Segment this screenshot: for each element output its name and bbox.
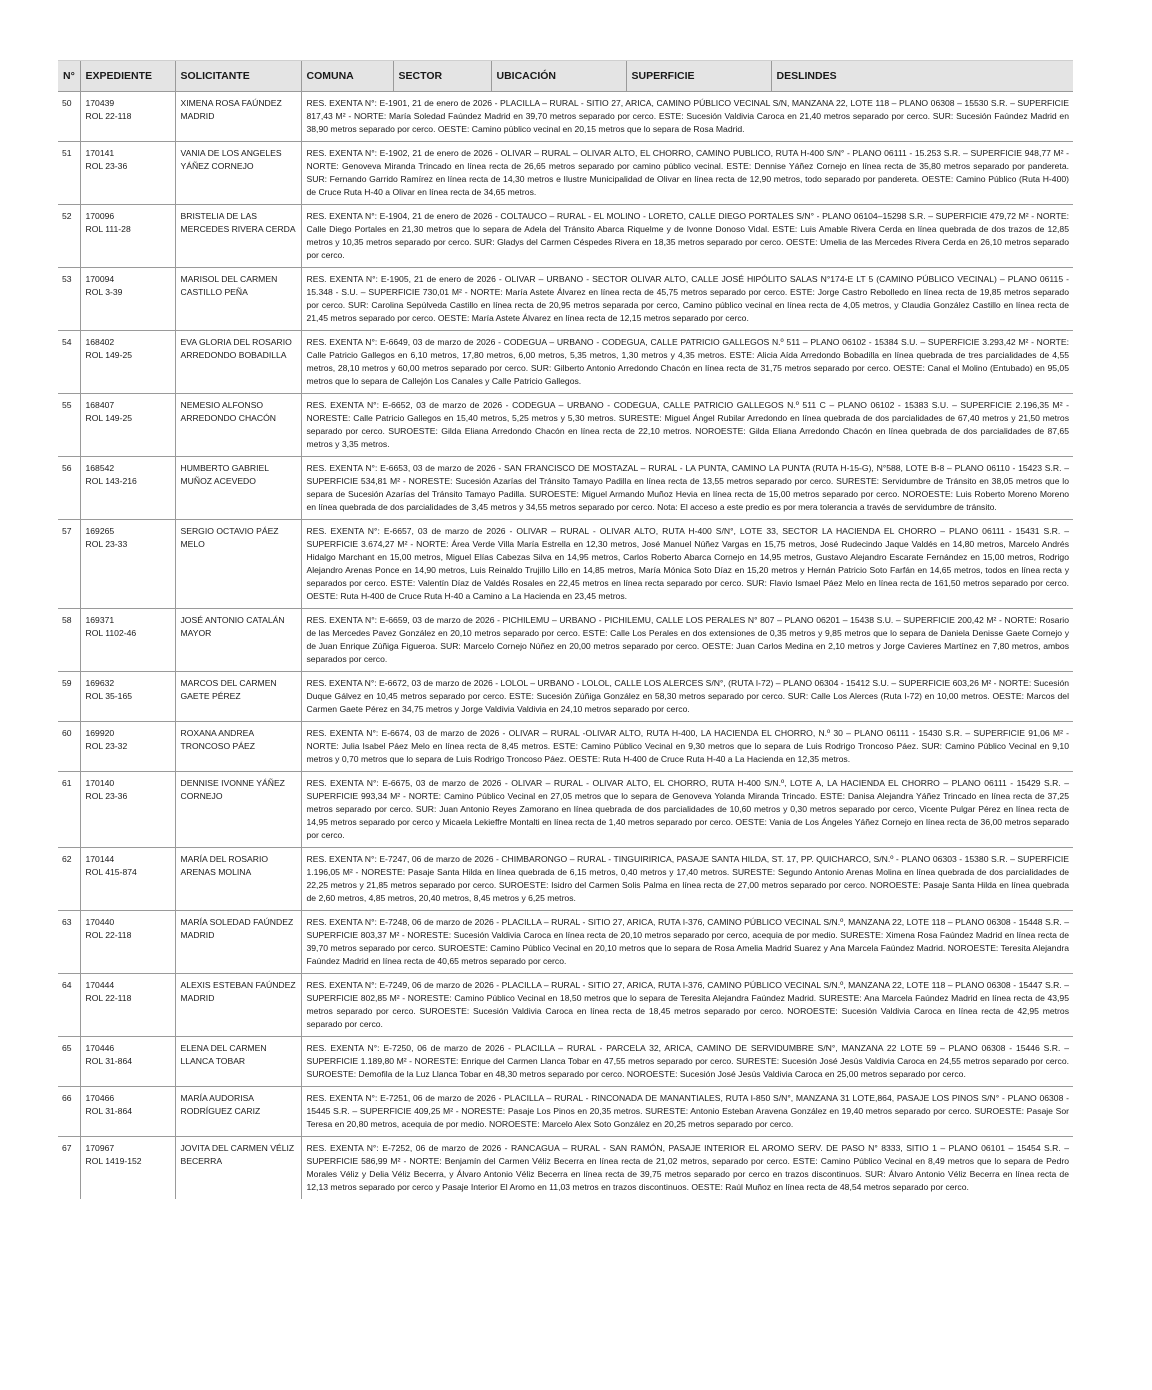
- rol-number: ROL 143-216: [85, 476, 137, 486]
- row-description: RES. EXENTA N°: E-7252, 06 de marzo de 2026 - RANCAGUA – RURAL - SAN RAMÓN, PASAJE INTERIOR EL AROMO SERV. DE PASO N° 8333, SITIO 1 – PLANO 06101 – 15454 S.R. – SUPERFICIE 586,99 M² - NORTE: Benjamín del Carmen Véliz Becerra en línea recta de 21,02 metros, separado por cerco. ESTE: Camino Público Vecinal en 8,49 metros que lo separa de Pedro Morales Véliz y Delia Véliz Becerra, y Álvaro Antonio Véliz Becerra en línea recta de 39,75 metros separado por cerco en trazos discontinuos. SUR: Álvaro Antonio Véliz Becerra en línea recta de 12,13 metros separado por cerco y Pasaje Interior El Aromo en 11,03 metros en trazos discontinuos. OESTE: Raúl Muñoz en línea recta de 48,54 metros separado por cerco.: [301, 1137, 1073, 1200]
- rol-number: ROL 111-28: [85, 224, 131, 234]
- row-description: RES. EXENTA N°: E-1902, 21 de enero de 2026 - OLIVAR – RURAL – OLIVAR ALTO, EL CHORRO, CAMINO PUBLICO, RUTA H-400 S/N° - PLANO 06111 - 15.253 S.R. – SUPERFICIE 948,77 M² - NORTE: Genoveva Miranda Trincado en línea recta de 26,65 metros separado por camino público vecinal. ESTE: Dennise Yáñez Cornejo en línea recta de 35,80 metros separado por pandereta. SUR: Fernando Garrido Ramírez en línea recta de 14,30 metros e Ilustre Municipalidad de Olivar en línea recta de 12,90 metros, todo separado por pandereta. OESTE: Camino Público (Ruta H-400) de Cruce Ruta H-40 a Olivar en línea recta de 34,65 metros.: [301, 142, 1073, 205]
- row-expediente: [80, 609, 175, 672]
- row-solicitante: NEMESIO ALFONSO ARREDONDO CHACÓN: [175, 394, 301, 457]
- row-number: 65: [58, 1037, 80, 1087]
- row-expediente: [80, 142, 175, 205]
- row-description: RES. EXENTA N°: E-1905, 21 de enero de 2026 - OLIVAR – URBANO - SECTOR OLIVAR ALTO, CALLE JOSÉ HIPÓLITO SALAS N°174-E LT 5 (CAMINO PÚBLICO VECINAL) – PLANO 06115 - 15.348 - S.U. – SUPERFICIE 730,01 M² - NORTE: María Astete Álvarez en línea recta de 45,75 metros separado por cerco. ESTE: Jorge Castro Rebolledo en línea recta de 19,85 metros separado por cerco. SUR: Carolina Sepúlveda Castillo en línea recta de 20,95 metros separada por cerco, Camino público vecinal en línea recta de 4,05 metros, y Claudia González Castillo en línea recta de 21,45 metros separado por cerco. OESTE: María Astete Álvarez en línea recta de 12,15 metros separado por cerco.: [301, 268, 1073, 331]
- row-solicitante: MARCOS DEL CARMEN GAETE PÉREZ: [175, 672, 301, 722]
- table-row: [58, 92, 1073, 142]
- row-solicitante: VANIA DE LOS ANGELES YÁÑEZ CORNEJO: [175, 142, 301, 205]
- rol-number: ROL 415-874: [85, 867, 137, 877]
- row-solicitante: MARISOL DEL CARMEN CASTILLO PEÑA: [175, 268, 301, 331]
- row-solicitante: ELENA DEL CARMEN LLANCA TOBAR: [175, 1037, 301, 1087]
- deslindes-table: [58, 60, 1073, 1199]
- expediente-number: 170440: [85, 917, 115, 927]
- row-description: RES. EXENTA N°: E-7250, 06 de marzo de 2026 - PLACILLA – RURAL - PARCELA 32, ARICA, CAMINO DE SERVIDUMBRE S/N°, MANZANA 22 LOTE 59 – PLANO 06308 - 15446 S.R. – SUPERFICIE 1.189,80 M² - NORESTE: Enrique del Carmen Llanca Tobar en 47,55 metros separado por cerco. SURESTE: Sucesión José Jesús Valdivia Caroca en 24,55 metros separado por cerco. SUROESTE: Demofila de la Luz Llanca Tobar en 48,30 metros separado por cerco. NOROESTE: Sucesión José Jesús Valdivia Caroca en 25,00 metros separado por cerco.: [301, 1037, 1073, 1087]
- rol-number: ROL 22-118: [85, 930, 132, 940]
- table-row: [58, 672, 1073, 722]
- row-expediente: [80, 772, 175, 848]
- expediente-number: 168402: [85, 337, 115, 347]
- table-row: [58, 520, 1073, 609]
- row-number: 50: [58, 92, 80, 142]
- row-number: 53: [58, 268, 80, 331]
- row-number: 59: [58, 672, 80, 722]
- expediente-number: 170446: [85, 1043, 115, 1053]
- row-number: 61: [58, 772, 80, 848]
- row-expediente: [80, 911, 175, 974]
- row-number: 52: [58, 205, 80, 268]
- row-description: RES. EXENTA N°: E-7251, 06 de marzo de 2026 - PLACILLA – RURAL - RINCONADA DE MANANTIALES, RUTA I-850 S/N°, MANZANA 31 LOTE,864, PASAJE LOS PINOS S/N° - PLANO 06308 - 15445 S.R. – SUPERFICIE 409,25 M² - NORESTE: Pasaje Los Pinos en 20,35 metros. SURESTE: Antonio Esteban Aravena González en 19,40 metros separado por cerco. SUROESTE: Pasaje Sor Teresa en 20,80 metros, acequia de por medio. NOROESTE: Marcelo Alex Soto González en 20,25 metros separado por cerco.: [301, 1087, 1073, 1137]
- rol-number: ROL 3-39: [85, 287, 123, 297]
- expediente-number: 168542: [85, 463, 115, 473]
- row-number: 56: [58, 457, 80, 520]
- table-row: [58, 609, 1073, 672]
- expediente-number: 170141: [85, 148, 115, 158]
- row-expediente: [80, 1037, 175, 1087]
- row-number: 67: [62, 1143, 72, 1153]
- table-row: [58, 268, 1073, 331]
- rol-number: ROL 23-36: [85, 161, 128, 171]
- rol-number: ROL 149-25: [85, 413, 132, 423]
- row-solicitante: HUMBERTO GABRIEL MUÑOZ ACEVEDO: [175, 457, 301, 520]
- header-comuna: COMUNA: [301, 61, 393, 92]
- row-expediente: [80, 268, 175, 331]
- row-solicitante: JOVITA DEL CARMEN VÉLIZ BECERRA: [175, 1137, 301, 1200]
- row-solicitante: JOSÉ ANTONIO CATALÁN MAYOR: [175, 609, 301, 672]
- table-row: [58, 457, 1073, 520]
- row-solicitante: BRISTELIA DE LAS MERCEDES RIVERA CERDA: [175, 205, 301, 268]
- expediente-number: 170466: [85, 1093, 115, 1103]
- row-number: 66: [58, 1087, 80, 1137]
- row-number: 64: [58, 974, 80, 1037]
- row-expediente: [80, 457, 175, 520]
- header-expediente: EXPEDIENTE: [80, 61, 175, 92]
- row-solicitante: ALEXIS ESTEBAN FAÚNDEZ MADRID: [175, 974, 301, 1037]
- row-number: 51: [58, 142, 80, 205]
- row-solicitante: DENNISE IVONNE YÁÑEZ CORNEJO: [175, 772, 301, 848]
- table-row: [58, 1087, 1073, 1137]
- rol-number: ROL 23-33: [85, 539, 128, 549]
- rol-number: ROL 31-864: [85, 1106, 132, 1116]
- expediente-number: 169632: [85, 678, 115, 688]
- table-row: [58, 331, 1073, 394]
- table-row: [58, 205, 1073, 268]
- row-description: RES. EXENTA N°: E-6675, 03 de marzo de 2026 - OLIVAR – RURAL - OLIVAR ALTO, EL CHORRO, RUTA H-400 S/N.º, LOTE A, LA HACIENDA EL CHORRO – PLANO 06111 - 15429 S.R. – SUPERFICIE 993,34 M² - NORTE: Camino Público Vecinal en 27,05 metros que lo separa de Genoveva Yolanda Miranda Trincado. ESTE: Danisa Alejandra Yáñez Trincado en línea recta de 37,25 metros separado por cerco. SUR: Juan Antonio Reyes Zamorano en línea quebrada de dos parcialidades de 10,60 metros y 0,30 metros separado por cerco, Vicente Pulgar Pérez en línea recta de 14,95 metros separado por cerco y Micaela Lekieffre Montalti en línea recta de 1,40 metros separado por cerco. OESTE: Vania de Los Ángeles Yáñez Cornejo en línea recta de 36,00 metros separado por cerco.: [301, 772, 1073, 848]
- row-expediente: [80, 1087, 175, 1137]
- rol-number: ROL 35-165: [85, 691, 132, 701]
- row-expediente: [80, 722, 175, 772]
- row-expediente: [80, 92, 175, 142]
- row-description: RES. EXENTA N°: E-1904, 21 de enero de 2026 - COLTAUCO – RURAL - EL MOLINO - LORETO, CALLE DIEGO PORTALES S/N° - PLANO 06104–15298 S.R. – SUPERFICIE 479,72 M² - NORTE: Calle Diego Portales en 21,30 metros que lo separa de Adela del Tránsito Abarca Riquelme y de Ivonne Donoso Vidal. ESTE: Luis Amable Rivera Cerda en línea quebrada de dos trazos de 12,85 metros y 10,35 metros separado por cerco. SUR: Gladys del Carmen Céspedes Rivera en 18,35 metros separado por cerco. OESTE: Umelia de las Mercedes Rivera Cerda en 26,10 metros separado por cerco.: [301, 205, 1073, 268]
- row-description: RES. EXENTA N°: E-6652, 03 de marzo de 2026 - CODEGUA – URBANO - CODEGUA, CALLE PATRICIO GALLEGOS N.º 511 C – PLANO 06102 - 15383 S.U. – SUPERFICIE 2.196,35 M² - NORESTE: Calle Patricio Gallegos en 15,40 metros, 5,25 metros y 5,30 metros. SURESTE: Miguel Ángel Rubilar Arredondo en línea quebrada de dos parcialidades de 67,40 metros y 21,50 metros separado por cerco. SUROESTE: Gilda Eliana Arredondo Chacón en línea recta de 22,10 metros. NOROESTE: Gilda Eliana Arredondo Chacón en línea quebrada de dos parcialidades de 87,65 metros y 3,35 metros.: [301, 394, 1073, 457]
- expediente-number: 170439: [85, 98, 115, 108]
- row-expediente: [80, 205, 175, 268]
- rol-number: ROL 1419-152: [85, 1156, 142, 1166]
- expediente-number: 170140: [85, 778, 115, 788]
- row-number: 63: [58, 911, 80, 974]
- rol-number: ROL 31-864: [85, 1056, 132, 1066]
- row-number: 54: [58, 331, 80, 394]
- row-number: 60: [58, 722, 80, 772]
- header-superficie: SUPERFICIE: [626, 61, 771, 92]
- row-number: 62: [58, 848, 80, 911]
- row-expediente: [80, 394, 175, 457]
- expediente-number: 170096: [85, 211, 115, 221]
- row-expediente: [80, 848, 175, 911]
- row-expediente: [80, 520, 175, 609]
- row-expediente: [80, 974, 175, 1037]
- row-solicitante: MARÍA SOLEDAD FAÚNDEZ MADRID: [175, 911, 301, 974]
- expediente-number: 170144: [85, 854, 115, 864]
- table-row: [58, 722, 1073, 772]
- rol-number: ROL 23-36: [85, 791, 128, 801]
- row-number: 58: [58, 609, 80, 672]
- row-number: 57: [58, 520, 80, 609]
- row-solicitante: MARÍA AUDORISA RODRÍGUEZ CARIZ: [175, 1087, 301, 1137]
- row-description: RES. EXENTA N°: E-6653, 03 de marzo de 2026 - SAN FRANCISCO DE MOSTAZAL – RURAL - LA PUNTA, CAMINO LA PUNTA (RUTA H-15-G), N°588, LOTE B-8 – PLANO 06110 - 15423 S.R. – SUPERFICIE 534,81 M² - NORESTE: Sucesión Azarías del Tránsito Tamayo Padilla en línea recta de 13,55 metros separado por cerco. SURESTE: Servidumbre de Tránsito en 38,05 metros que lo separa de Sucesión Azarías del Tránsito Tamayo Padilla. SUROESTE: Miguel Armando Muñoz Hevia en línea recta de 15,00 metros separado por cerco. NOROESTE: Luis Roberto Moreno Moreno en línea quebrada de dos parcialidades de 3,45 metros y 34,55 metros separado por cerco. Nota: El acceso a este predio es por mera tolerancia a través de servidumbre de tránsito.: [301, 457, 1073, 520]
- row-description: RES. EXENTA N°: E-6674, 03 de marzo de 2026 - OLIVAR – RURAL -OLIVAR ALTO, RUTA H-400, LA HACIENDA EL CHORRO, N.º 30 – PLANO 06111 - 15430 S.R. – SUPERFICIE 91,06 M² - NORTE: Julia Isabel Páez Melo en línea recta de 8,45 metros. ESTE: Camino Público Vecinal en 9,30 metros que lo separa de Luis Rodrigo Troncoso Páez. SUR: Camino Público Vecinal en 9,10 metros y 0,70 metros que lo separa de Luis Rodrigo Troncoso Páez. OESTE: Ruta H-400 de Cruce Ruta H-40 a La Hacienda en 12,35 metros.: [301, 722, 1073, 772]
- row-description: RES. EXENTA N°: E-6672, 03 de marzo de 2026 - LOLOL – URBANO - LOLOL, CALLE LOS ALERCES S/N°, (RUTA I-72) – PLANO 06304 - 15412 S.U. – SUPERFICIE 603,26 M² - NORTE: Sucesión Duque Gálvez en 10,45 metros separado por cerco. ESTE: Sucesión Zúñiga González en 58,30 metros separado por cerco. SUR: Calle Los Alerces (Ruta I-72) en 10,00 metros. OESTE: Marcos del Carmen Gaete Pérez en 34,75 metros y Jorge Valdivia Valdivia en 24,10 metros separado por cerco.: [301, 672, 1073, 722]
- row-solicitante: EVA GLORIA DEL ROSARIO ARREDONDO BOBADILLA: [175, 331, 301, 394]
- expediente-number: 170967: [85, 1143, 115, 1153]
- expediente-number: 168407: [85, 400, 115, 410]
- header-ubicacion: UBICACIÓN: [491, 61, 626, 92]
- row-description: RES. EXENTA N°: E-6659, 03 de marzo de 2026 - PICHILEMU – URBANO - PICHILEMU, CALLE LOS PERALES N° 807 – PLANO 06201 – 15438 S.U. – SUPERFICIE 200,42 M² - NORTE: Rosario de las Mercedes Pavez González en 20,10 metros separado por cerco. ESTE: Calle Los Perales en dos extensiones de 0,35 metros y 9,85 metros que lo separa de Daniela Denisse Gaete Cornejo y de Juan Enrique Zúñiga Figueroa. SUR: Marcelo Cornejo Núñez en 20,00 metros separado por cerco. OESTE: Juan Carlos Medina en 2,10 metros y Jorge Cavieres Martínez en 7,80 metros, ambos separados por cerco.: [301, 609, 1073, 672]
- table-row: [58, 772, 1073, 848]
- header-deslindes: DESLINDES: [771, 61, 1073, 92]
- row-solicitante: MARÍA DEL ROSARIO ARENAS MOLINA: [175, 848, 301, 911]
- row-expediente: [80, 672, 175, 722]
- row-number: 55: [58, 394, 80, 457]
- row-description: RES. EXENTA N°: E-7249, 06 de marzo de 2026 - PLACILLA – RURAL - SITIO 27, ARICA, RUTA I-376, CAMINO PÚBLICO VECINAL S/N.º, MANZANA 22, LOTE 118 – PLANO 06308 - 15447 S.R. – SUPERFICIE 802,85 M² - NORESTE: Camino Público Vecinal en 18,50 metros que lo separa de Teresita Alejandra Faúndez Madrid. SURESTE: Ana Marcela Faúndez Madrid en línea recta de 43,95 metros separado por cerco. SUROESTE: Sucesión Valdivia Caroca en línea recta de 18,45 metros separado por cerco. NOROESTE: Sucesión Valdivia Caroca en línea recta de 42,95 metros separado por cerco.: [301, 974, 1073, 1037]
- row-description: RES. EXENTA N°: E-7248, 06 de marzo de 2026 - PLACILLA – RURAL - SITIO 27, ARICA, RUTA I-376, CAMINO PÚBLICO VECINAL S/N.º, MANZANA 22, LOTE 118 – PLANO 06308 - 15448 S.R. – SUPERFICIE 803,37 M² - NORESTE: Sucesión Valdivia Caroca en línea recta de 20,10 metros separado por cerco, acequia de por medio. SURESTE: Ximena Rosa Faúndez Madrid en línea recta de 39,70 metros separado por cerco. SUROESTE: Camino Público Vecinal en 20,10 metros que lo separa de Rosa Amelia Madrid Suarez y Ana Marcela Faúndez Madrid. NOROESTE: Teresita Alejandra Faúndez Madrid en línea recta de 40,65 metros separado por cerco.: [301, 911, 1073, 974]
- table-row: [58, 911, 1073, 974]
- header-solicitante: SOLICITANTE: [175, 61, 301, 92]
- row-description: RES. EXENTA N°: E-1901, 21 de enero de 2026 - PLACILLA – RURAL - SITIO 27, ARICA, CAMINO PÚBLICO VECINAL S/N, MANZANA 22, LOTE 118 – PLANO 06308 – 15530 S.R. – SUPERFICIE 817,43 M² - NORTE: María Soledad Faúndez Madrid en 39,70 metros separado por cerco. ESTE: Sucesión Valdivia Caroca en 21,40 metros separado por cerco. SUR: Sucesión Faúndez Madrid en 38,90 metros separado por cerco. OESTE: Camino público vecinal en 20,15 metros que lo separa de Rosa Madrid.: [301, 92, 1073, 142]
- row-solicitante: XIMENA ROSA FAÚNDEZ MADRID: [175, 92, 301, 142]
- row-solicitante: SERGIO OCTAVIO PÁEZ MELO: [175, 520, 301, 609]
- table-body: [58, 92, 1073, 1200]
- rol-number: ROL 149-25: [85, 350, 132, 360]
- row-description: RES. EXENTA N°: E-6657, 03 de marzo de 2026 - OLIVAR – RURAL - OLIVAR ALTO, RUTA H-400 S/N°, LOTE 33, SECTOR LA HACIENDA EL CHORRO – PLANO 06111 - 15431 S.R. – SUPERFICIE 3.674,27 M² - NORTE: Área Verde Villa María Estrella en 12,30 metros, José Manuel Núñez Vargas en 15,75 metros, José Rudecindo Jaque Valdés en 14,80 metros, Marcelo Andrés Hidalgo Marchant en 15,00 metros, Miguel Elías Cabezas Silva en 14,95 metros, Carlos Roberto Abarca Cornejo en 14,95 metros, Gustavo Alejandro Escarate Fernández en 15,00 metros, Rodrigo Alejandro Arenas Ponce en 14,90 metros, Luis Reinaldo Trujillo Lillo en 14,85 metros, María Mónica Soto Díaz en 15,20 metros y Hernán Patricio Soto Farfán en 14,65 metros, todos en línea recta y separados por cerco. ESTE: Valentín Díaz de Valdés Rosales en 22,45 metros en línea recta separado por cerco. SUR: Flavio Ismael Páez Melo en línea recta de 161,50 metros separado por cerco. OESTE: Ruta H-400 de Cruce Ruta H-40 a Camino a La Hacienda en 23,45 metros.: [301, 520, 1073, 609]
- table-row: [58, 1037, 1073, 1087]
- table-row: [58, 848, 1073, 911]
- rol-number: ROL 22-118: [85, 993, 132, 1003]
- expediente-number: 170094: [85, 274, 115, 284]
- row-solicitante: ROXANA ANDREA TRONCOSO PÁEZ: [175, 722, 301, 772]
- table-row: [58, 974, 1073, 1037]
- rol-number: ROL 1102-46: [85, 628, 137, 638]
- table-row: [58, 394, 1073, 457]
- table-row: [58, 142, 1073, 205]
- expediente-number: 170444: [85, 980, 115, 990]
- row-expediente: [80, 1137, 175, 1200]
- table-header: [58, 61, 1073, 92]
- rol-number: ROL 23-32: [85, 741, 128, 751]
- row-description: RES. EXENTA N°: E-7247, 06 de marzo de 2026 - CHIMBARONGO – RURAL - TINGUIRIRICA, PASAJE SANTA HILDA, ST. 17, PP. QUICHARCO, S/N.º - PLANO 06303 - 15380 S.R. – SUPERFICIE 1.196,05 M² - NORESTE: Pasaje Santa Hilda en línea quebrada de 6,15 metros, 0,40 metros y 17,40 metros. SURESTE: Segundo Antonio Arenas Molina en línea quebrada de dos parcialidades de 22,25 metros y 21,85 metros separado por cerco. SUROESTE: Isidro del Carmen Solis Palma en línea recta de 27,00 metros separado por cerco. NOROESTE: Pasaje Santa Hilda en línea quebrada de 2,60 metros, 4,85 metros, 20,40 metros, 8,45 metros y 6,25 metros.: [301, 848, 1073, 911]
- row-description: RES. EXENTA N°: E-6649, 03 de marzo de 2026 - CODEGUA – URBANO - CODEGUA, CALLE PATRICIO GALLEGOS N.º 511 – PLANO 06102 - 15384 S.U. – SUPERFICIE 3.293,42 M² - NORTE: Calle Patricio Gallegos en 6,10 metros, 17,80 metros, 6,00 metros, 5,35 metros, 1,30 metros y 4,35 metros. ESTE: Alicia Aída Arredondo Bobadilla en línea quebrada de tres parcialidades de 4,55 metros, 28,10 metros y 60,00 metros separado por cerco. SUR: Gilberto Antonio Arredondo Chacón en línea recta de 31,75 metros separado por cerco. OESTE: Canal el Molino (Entubado) en 95,05 metros que lo separa de Callejón Los Canales y Calle Patricio Gallegos.: [301, 331, 1073, 394]
- rol-number: ROL 22-118: [85, 111, 132, 121]
- header-num: N°: [58, 61, 80, 92]
- row-expediente: [80, 331, 175, 394]
- expediente-number: 169371: [85, 615, 115, 625]
- header-sector: SECTOR: [393, 61, 491, 92]
- table-row: [58, 1137, 1073, 1200]
- expediente-number: 169920: [85, 728, 115, 738]
- expediente-number: 169265: [85, 526, 115, 536]
